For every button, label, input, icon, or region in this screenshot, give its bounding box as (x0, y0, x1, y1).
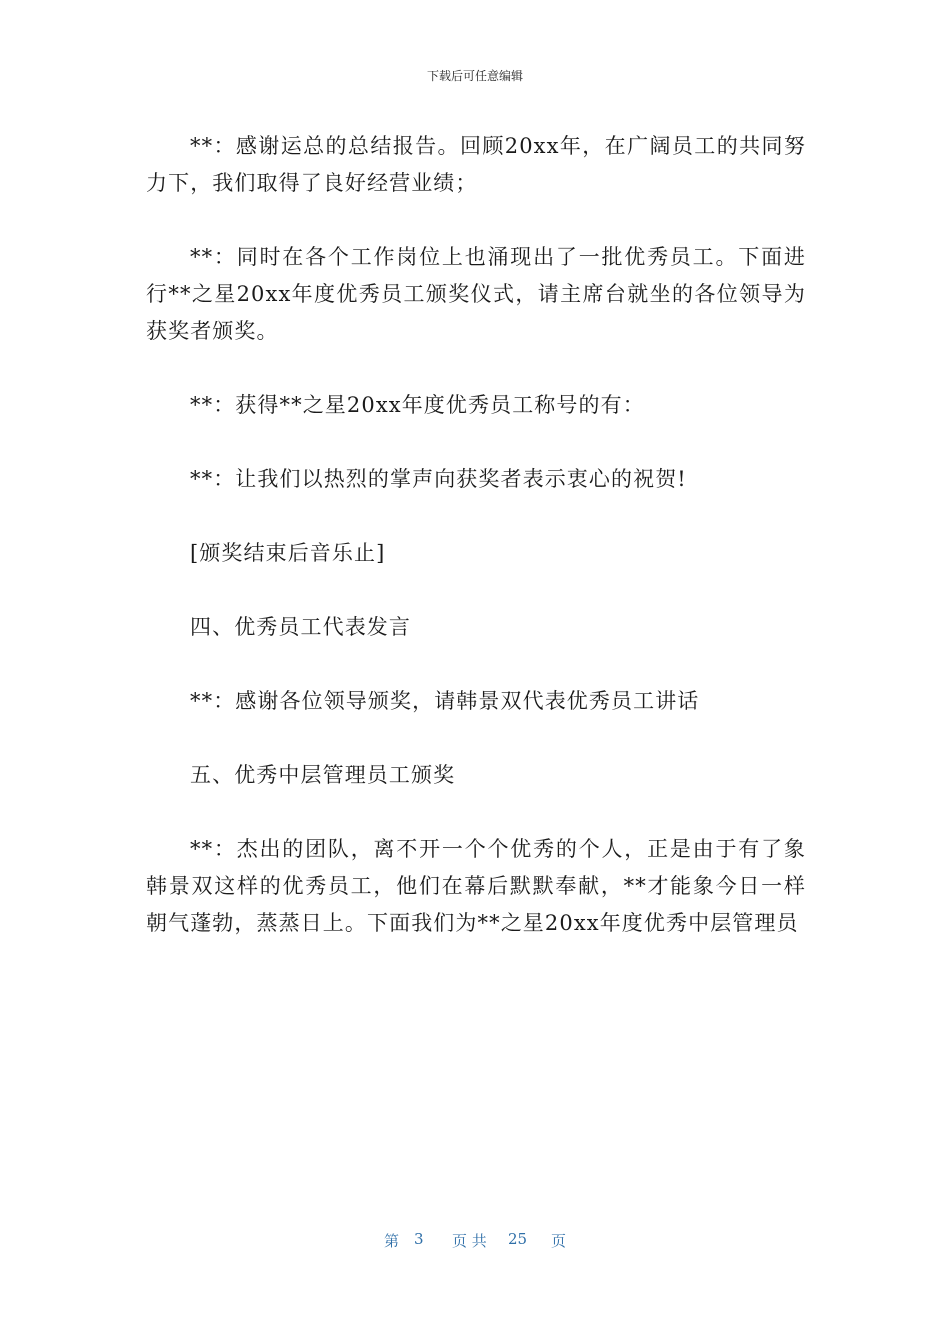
page-header: 下载后可任意编辑 (426, 69, 523, 83)
footer-suffix: 页 (551, 1232, 567, 1250)
paragraph-award-ceremony: **：同时在各个工作岗位上也涌现出了一批优秀员工。下面进行**之星20xx年度优秀员工颁奖仪式，请主席台就坐的各位领导为获奖者颁奖。 (146, 245, 806, 343)
footer-prefix: 第 (384, 1232, 400, 1250)
paragraph-invite-speech: **：感谢各位领导颁奖，请韩景双代表优秀员工讲话 (190, 689, 700, 713)
footer-mid: 页 共 (452, 1232, 487, 1250)
paragraph-winners: **：获得**之星20xx年度优秀员工称号的有： (190, 393, 645, 417)
document-body (146, 128, 806, 979)
footer-total-pages: 25 (508, 1230, 528, 1248)
footer-current-page: 3 (414, 1230, 424, 1248)
paragraph-stage-note: [颁奖结束后音乐止] (190, 541, 386, 565)
section-heading-five: 五、优秀中层管理员工颁奖 (190, 763, 456, 787)
paragraph-team-tribute: **：杰出的团队，离不开一个个优秀的个人，正是由于有了象韩景双这样的优秀员工，他们在幕后默默奉献，**才能象今日一样朝气蓬勃，蒸蒸日上。下面我们为**之星20xx年度优秀中层管理员 (146, 837, 806, 935)
section-heading-four: 四、优秀员工代表发言 (190, 615, 411, 639)
paragraph-thanks-report: **：感谢运总的总结报告。回顾20xx年，在广阔员工的共同努力下，我们取得了良好经营业绩； (146, 134, 806, 195)
paragraph-applause: **：让我们以热烈的掌声向获奖者表示衷心的祝贺! (190, 467, 687, 491)
